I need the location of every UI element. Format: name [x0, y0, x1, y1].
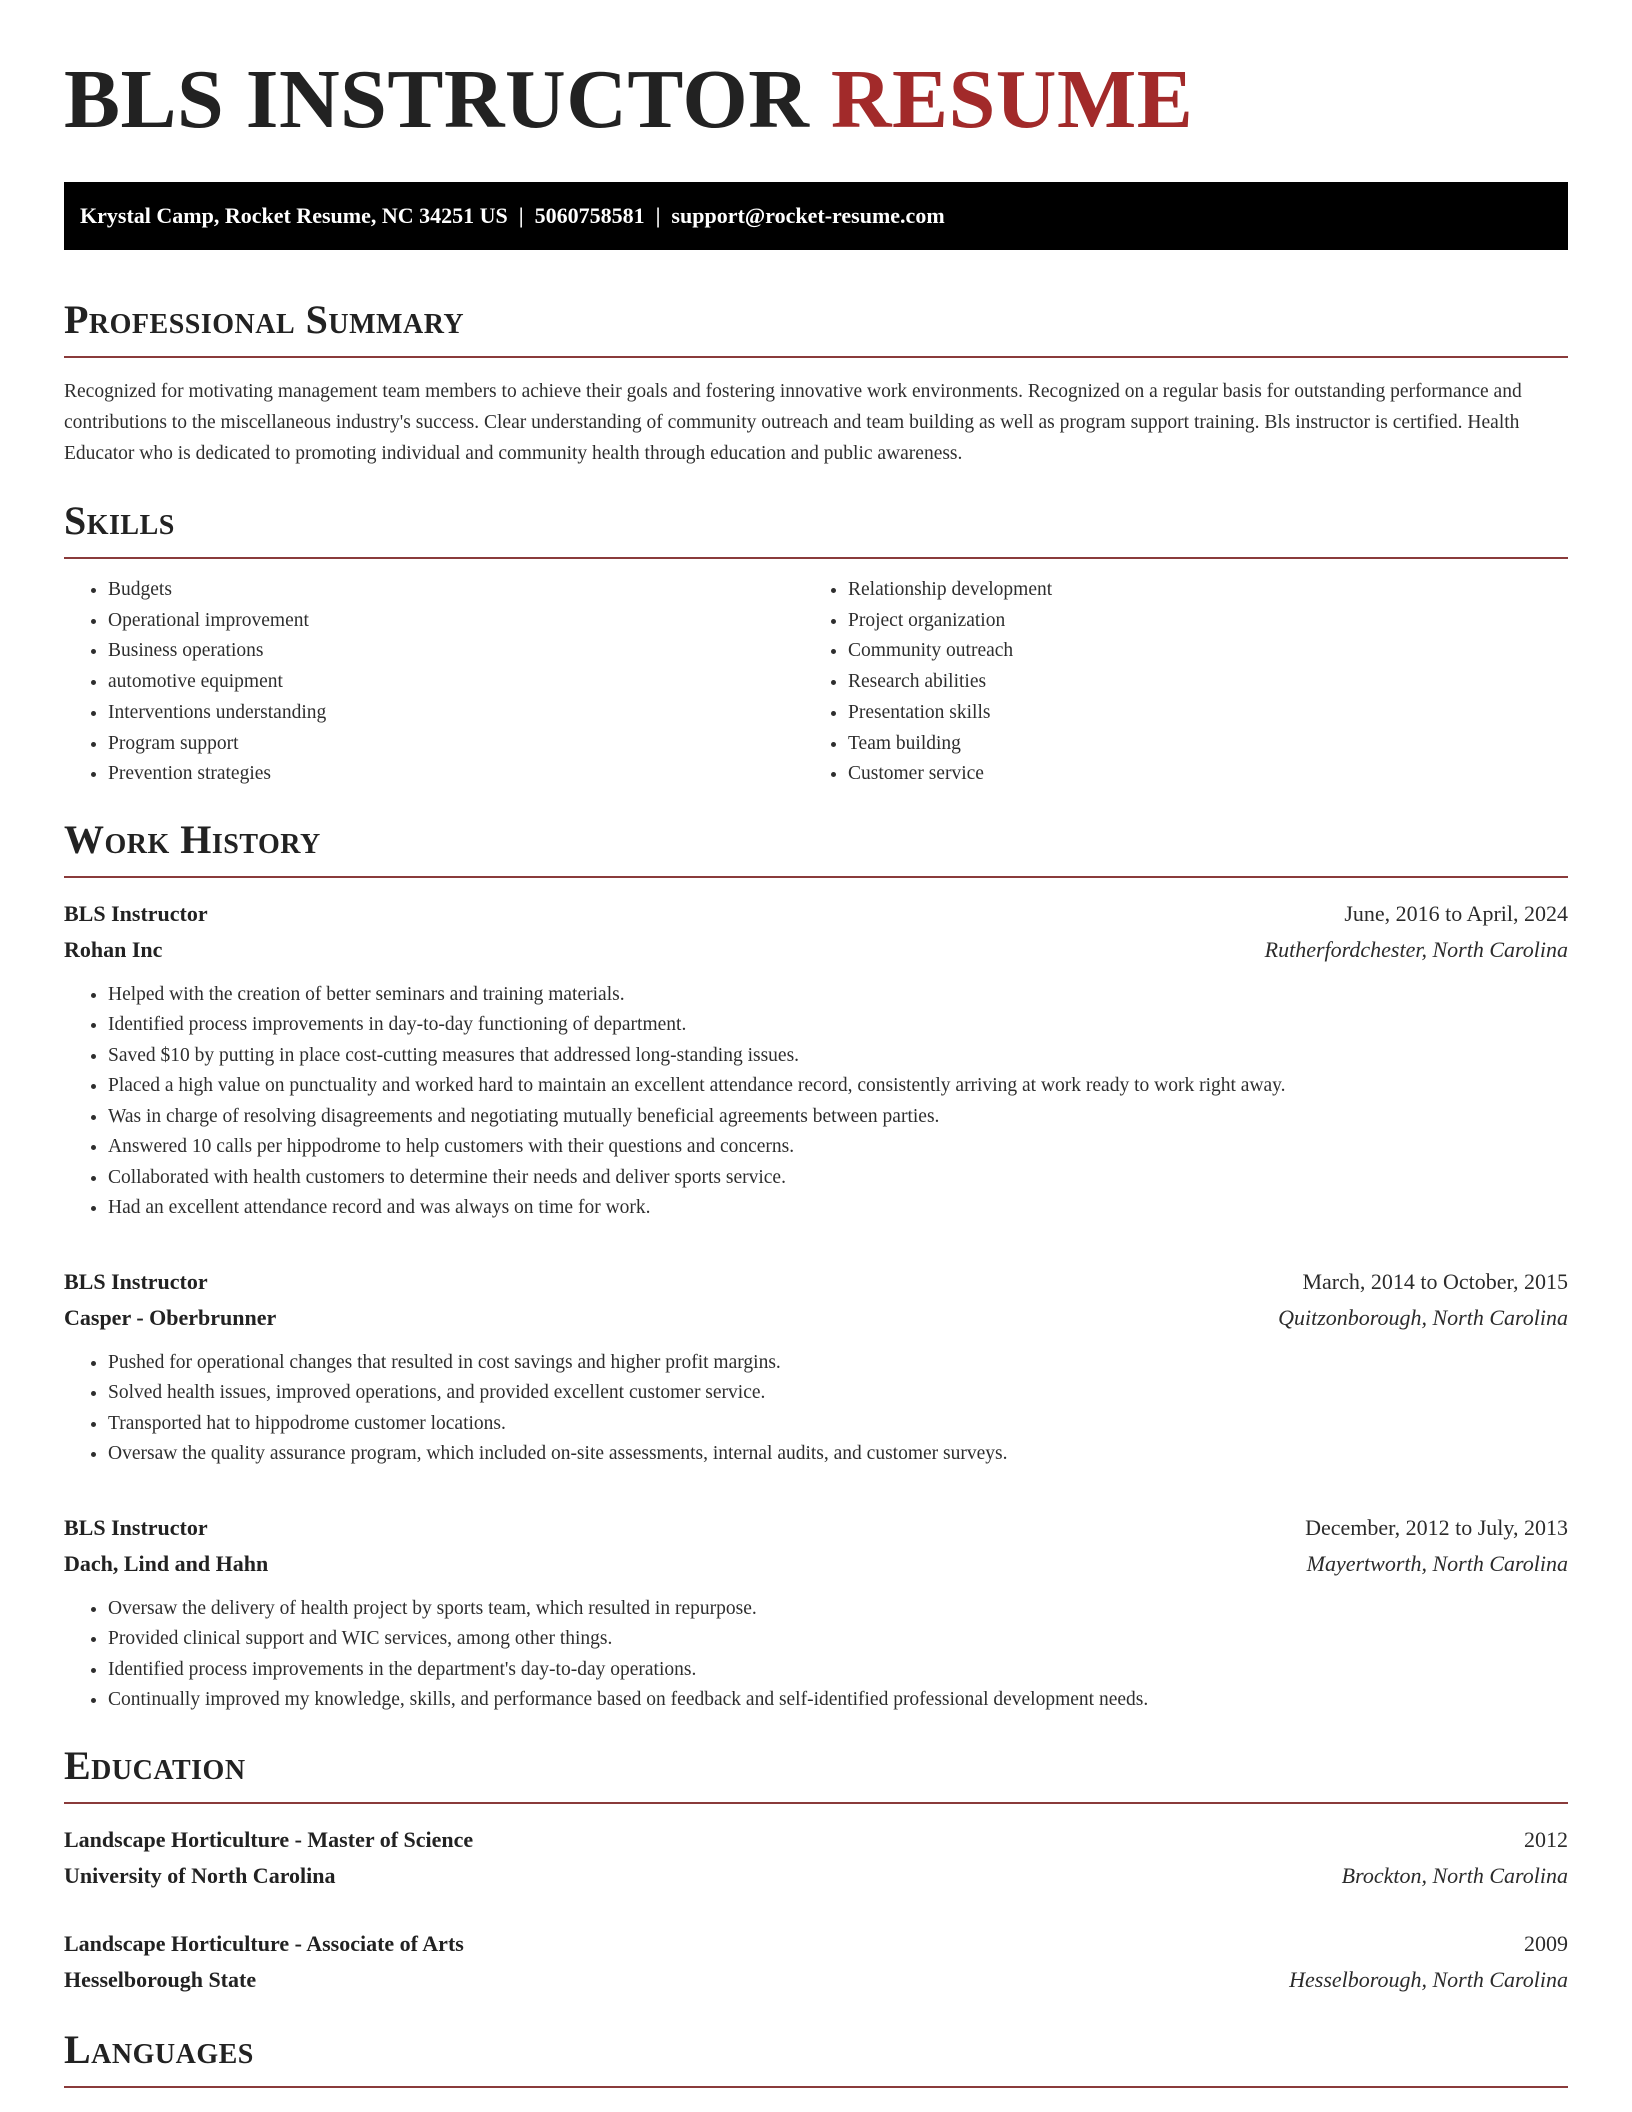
job-company: Dach, Lind and Hahn [64, 1550, 269, 1576]
job-title-row [64, 1510, 1568, 1546]
job-title: BLS Instructor [64, 1268, 208, 1294]
job-title: BLS Instructor [64, 1514, 208, 1540]
skills-right-column [804, 575, 1544, 790]
education-degree: Landscape Horticulture - Associate of Arts [64, 1930, 464, 1956]
education-school-row [64, 1858, 1568, 1894]
education-section [64, 1744, 1568, 1998]
summary-heading: Professional Summary [64, 298, 1568, 358]
job-company-row [64, 1300, 1568, 1336]
skill-item: • Community outreach [848, 636, 1544, 667]
job-bullet: • Identified process improvements in day-to-day functioning of department. [108, 1010, 1568, 1041]
education-degree-row [64, 1822, 1568, 1858]
summary-section [64, 298, 1568, 469]
job-bullet: • Was in charge of resolving disagreements and negotiating mutually beneficial agreements between parties. [108, 1102, 1568, 1133]
skill-item: • Interventions understanding [108, 698, 804, 729]
skill-item: • Presentation skills [848, 698, 1544, 729]
skills-grid [64, 575, 1568, 790]
skill-item: • Research abilities [848, 667, 1544, 698]
work-history-heading: Work History [64, 818, 1568, 878]
job-location: Mayertworth, North Carolina [1306, 1550, 1568, 1576]
job-bullet: • Oversaw the delivery of health project by sports team, which resulted in repurpose. [108, 1594, 1568, 1625]
job-bullets [64, 980, 1568, 1224]
skills-left-column [64, 575, 804, 790]
skill-item: • Program support [108, 729, 804, 760]
job-company-row [64, 1546, 1568, 1582]
job-bullet: • Transported hat to hippodrome customer locations. [108, 1409, 1568, 1440]
education-school: University of North Carolina [64, 1862, 336, 1888]
languages-section [64, 2028, 1568, 2088]
education-degree-row [64, 1926, 1568, 1962]
job-dates: March, 2014 to October, 2015 [1302, 1268, 1568, 1294]
work-history-section [64, 818, 1568, 1716]
resume-title [64, 53, 1568, 146]
job-company: Casper - Oberbrunner [64, 1304, 277, 1330]
job-dates: June, 2016 to April, 2024 [1344, 900, 1568, 926]
job-bullet: • Pushed for operational changes that resulted in cost savings and higher profit margins. [108, 1348, 1568, 1379]
job-bullet: • Collaborated with health customers to determine their needs and deliver sports service. [108, 1163, 1568, 1194]
title-accent: RESUME [830, 53, 1194, 146]
education-heading: Education [64, 1744, 1568, 1804]
job-entry [64, 896, 1568, 1224]
job-bullet: • Helped with the creation of better seminars and training materials. [108, 980, 1568, 1011]
education-location: Hesselborough, North Carolina [1289, 1966, 1568, 1992]
education-entry [64, 1822, 1568, 1894]
job-bullet: • Placed a high value on punctuality and worked hard to maintain an excellent attendance record, consistently arriving at work ready to work right away. [108, 1071, 1568, 1102]
education-location: Brockton, North Carolina [1341, 1862, 1568, 1888]
job-bullet: • Had an excellent attendance record and was always on time for work. [108, 1193, 1568, 1224]
skill-item: • Customer service [848, 759, 1544, 790]
job-title-row [64, 1264, 1568, 1300]
skill-item: • Business operations [108, 636, 804, 667]
summary-text: Recognized for motivating management team members to achieve their goals and fostering innovative work environments. Recognized on a regular basis for outstanding performance and contributions to the miscellaneous industry's success. Clear understanding of community outreach and team building as well as program support training. Bls instructor is certified. Health Educator who is dedicated to promoting individual and community health through education and public awareness. [64, 381, 1522, 464]
education-entry [64, 1926, 1568, 1998]
job-title: BLS Instructor [64, 900, 208, 926]
education-year: 2012 [1524, 1826, 1568, 1852]
education-school: Hesselborough State [64, 1966, 257, 1992]
job-dates: December, 2012 to July, 2013 [1305, 1514, 1568, 1540]
job-bullets [64, 1348, 1568, 1470]
job-bullet: • Provided clinical support and WIC services, among other things. [108, 1624, 1568, 1655]
job-company: Rohan Inc [64, 936, 163, 962]
skill-item: • Relationship development [848, 575, 1544, 606]
skills-heading: Skills [64, 499, 1568, 559]
skills-section [64, 499, 1568, 790]
skill-item: • Team building [848, 729, 1544, 760]
languages-heading: Languages [64, 2028, 1568, 2088]
skill-item: • Budgets [108, 575, 804, 606]
title-main: BLS INSTRUCTOR [64, 53, 810, 146]
job-bullet: • Solved health issues, improved operations, and provided excellent customer service. [108, 1378, 1568, 1409]
skill-item: • automotive equipment [108, 667, 804, 698]
job-bullets [64, 1594, 1568, 1716]
job-entry [64, 1510, 1568, 1716]
skill-item: • Operational improvement [108, 606, 804, 637]
skill-item: • Prevention strategies [108, 759, 804, 790]
contact-bar: Krystal Camp, Rocket Resume, NC 34251 US | 5060758581 | support@rocket-resume.com [64, 182, 1568, 250]
job-bullet: • Continually improved my knowledge, skills, and performance based on feedback and self-identified professional development needs. [108, 1685, 1568, 1716]
education-degree: Landscape Horticulture - Master of Science [64, 1826, 474, 1852]
job-entry [64, 1264, 1568, 1470]
job-bullet: • Oversaw the quality assurance program, which included on-site assessments, internal audits, and customer surveys. [108, 1439, 1568, 1470]
job-bullet: • Identified process improvements in the department's day-to-day operations. [108, 1655, 1568, 1686]
education-year: 2009 [1524, 1930, 1568, 1956]
education-school-row [64, 1962, 1568, 1998]
job-title-row [64, 896, 1568, 932]
job-location: Rutherfordchester, North Carolina [1264, 936, 1568, 962]
job-company-row [64, 932, 1568, 968]
skill-item: • Project organization [848, 606, 1544, 637]
job-bullet: • Answered 10 calls per hippodrome to help customers with their questions and concerns. [108, 1132, 1568, 1163]
job-location: Quitzonborough, North Carolina [1278, 1304, 1568, 1330]
job-bullet: • Saved $10 by putting in place cost-cutting measures that addressed long-standing issues. [108, 1041, 1568, 1072]
